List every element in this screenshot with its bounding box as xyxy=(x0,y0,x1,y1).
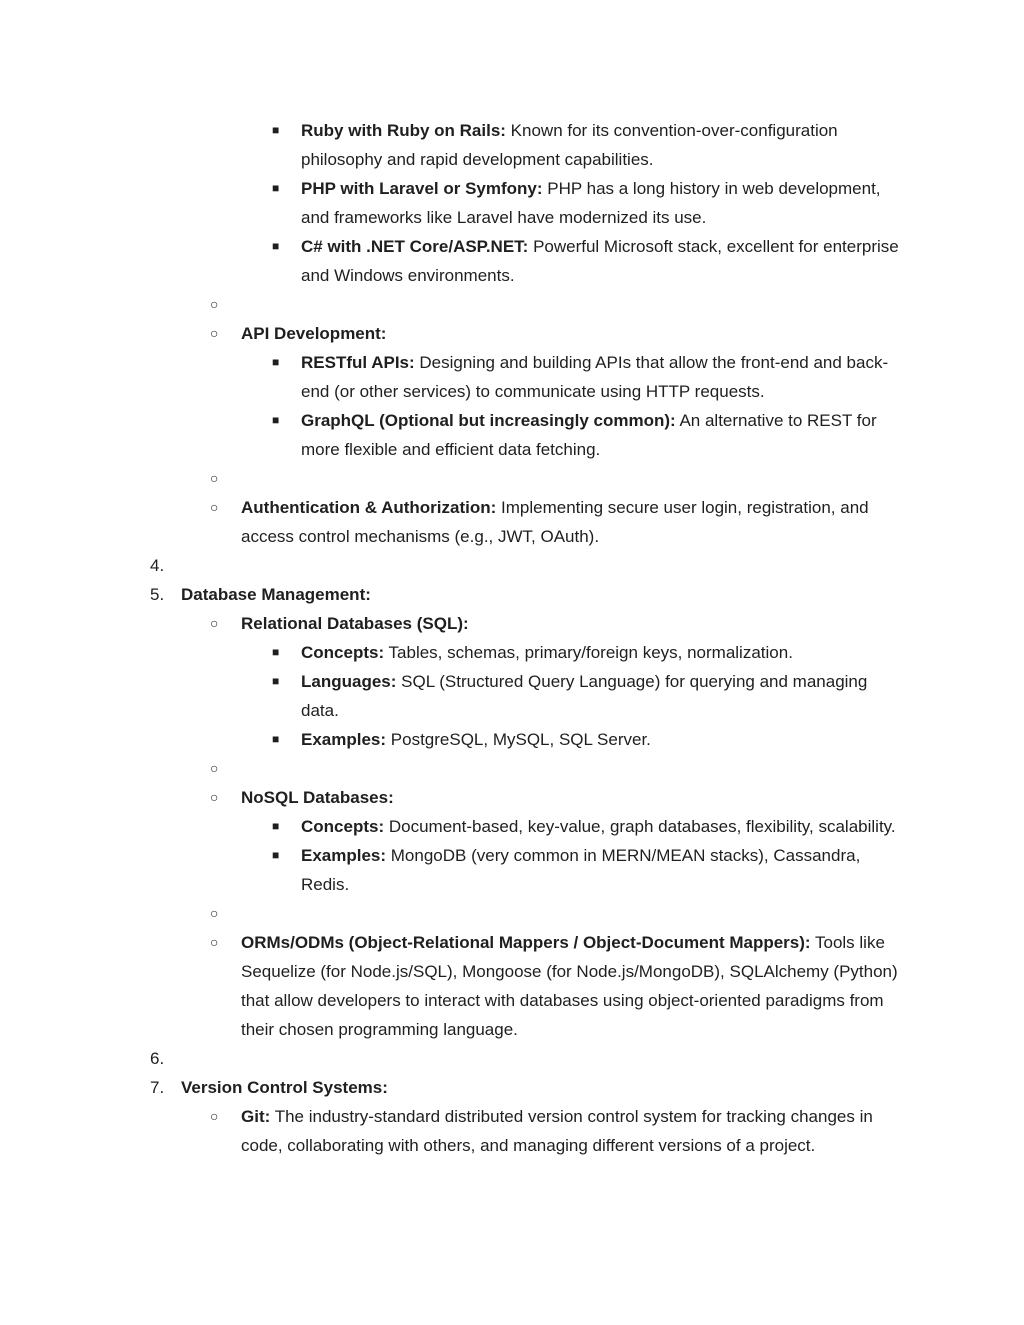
square-bullet-icon: ■ xyxy=(272,848,280,862)
list-item xyxy=(0,783,1024,812)
list-item xyxy=(0,406,1024,464)
item-body: PHP has a long history in web development, and frameworks like Laravel have modernized its use. xyxy=(301,179,881,227)
square-bullet-icon: ■ xyxy=(272,181,280,195)
item-heading: C# with .NET Core/ASP.NET: xyxy=(301,237,529,256)
list-item-text xyxy=(241,609,901,638)
list-item-empty xyxy=(0,899,1024,928)
list-item xyxy=(0,928,1024,1044)
item-heading: Version Control Systems: xyxy=(181,1078,388,1097)
item-heading: Concepts: xyxy=(301,817,385,836)
numbered-item xyxy=(0,580,1024,609)
square-bullet-icon: ■ xyxy=(272,732,280,746)
item-heading: Concepts: xyxy=(301,643,385,662)
square-bullet-icon: ■ xyxy=(272,239,280,253)
list-item-text xyxy=(301,406,901,464)
list-item xyxy=(0,812,1024,841)
item-body: Powerful Microsoft stack, excellent for enterprise and Windows environments. xyxy=(301,237,899,285)
item-body: Known for its convention-over-configuration philosophy and rapid development capabilities. xyxy=(301,121,838,169)
item-body: PostgreSQL, MySQL, SQL Server. xyxy=(386,730,651,749)
list-item-text xyxy=(301,725,901,754)
square-bullet-icon: ■ xyxy=(272,355,280,369)
list-number: 5. xyxy=(150,585,165,604)
square-bullet-icon: ■ xyxy=(272,123,280,137)
list-item xyxy=(0,667,1024,725)
list-item-text xyxy=(301,812,901,841)
circle-bullet-icon: ○ xyxy=(210,615,219,631)
list-item-text xyxy=(301,638,901,667)
list-item-text xyxy=(301,667,901,725)
list-item-text xyxy=(301,174,901,232)
circle-bullet-icon: ○ xyxy=(210,296,219,312)
item-body: Tools like Sequelize (for Node.js/SQL), Mongoose (for Node.js/MongoDB), SQLAlchemy (Python) that allow developers to interact with databases using object-oriented paradigms from their chosen programming language. xyxy=(241,933,898,1039)
list-item xyxy=(0,319,1024,348)
item-body: Designing and building APIs that allow the front-end and back-end (or other services) to communicate using HTTP requests. xyxy=(301,353,889,401)
item-heading: Relational Databases (SQL): xyxy=(241,614,469,633)
document-page xyxy=(0,116,1024,1160)
list-item xyxy=(0,232,1024,290)
circle-bullet-icon: ○ xyxy=(210,905,219,921)
item-heading: Languages: xyxy=(301,672,397,691)
item-heading: NoSQL Databases: xyxy=(241,788,394,807)
numbered-item-empty xyxy=(0,1044,1024,1073)
list-item xyxy=(0,116,1024,174)
list-item xyxy=(0,725,1024,754)
list-item-text xyxy=(241,783,901,812)
list-item-text xyxy=(301,348,901,406)
item-body: An alternative to REST for more flexible and efficient data fetching. xyxy=(301,411,877,459)
list-item xyxy=(0,609,1024,638)
list-item-text xyxy=(301,232,901,290)
list-item-text xyxy=(241,493,901,551)
circle-bullet-icon: ○ xyxy=(210,789,219,805)
item-body: Document-based, key-value, graph databases, flexibility, scalability. xyxy=(384,817,896,836)
list-item xyxy=(0,1102,1024,1160)
circle-bullet-icon: ○ xyxy=(210,325,219,341)
list-number: 4. xyxy=(150,556,165,575)
item-heading: Git: xyxy=(241,1107,271,1126)
list-item-empty xyxy=(0,290,1024,319)
item-heading: RESTful APIs: xyxy=(301,353,415,372)
section-heading xyxy=(181,1073,881,1102)
item-body: SQL (Structured Query Language) for querying and managing data. xyxy=(301,672,868,720)
list-item xyxy=(0,493,1024,551)
list-item xyxy=(0,638,1024,667)
list-number: 6. xyxy=(150,1049,165,1068)
square-bullet-icon: ■ xyxy=(272,674,280,688)
numbered-item xyxy=(0,1073,1024,1102)
item-body: MongoDB (very common in MERN/MEAN stacks), Cassandra, Redis. xyxy=(301,846,861,894)
item-heading: PHP with Laravel or Symfony: xyxy=(301,179,543,198)
list-item-text xyxy=(241,1102,901,1160)
list-item xyxy=(0,174,1024,232)
square-bullet-icon: ■ xyxy=(272,645,280,659)
square-bullet-icon: ■ xyxy=(272,413,280,427)
item-body: Implementing secure user login, registration, and access control mechanisms (e.g., JWT, OAuth). xyxy=(241,498,869,546)
list-item-text xyxy=(301,841,901,899)
section-heading xyxy=(181,580,881,609)
item-heading: Database Management: xyxy=(181,585,371,604)
numbered-item-empty xyxy=(0,551,1024,580)
item-heading: ORMs/ODMs (Object-Relational Mappers / Object-Document Mappers): xyxy=(241,933,811,952)
circle-bullet-icon: ○ xyxy=(210,760,219,776)
circle-bullet-icon: ○ xyxy=(210,470,219,486)
circle-bullet-icon: ○ xyxy=(210,1108,219,1124)
item-heading: Examples: xyxy=(301,846,387,865)
item-heading: Ruby with Ruby on Rails: xyxy=(301,121,506,140)
circle-bullet-icon: ○ xyxy=(210,499,219,515)
list-item-text xyxy=(241,928,901,1044)
list-item-empty xyxy=(0,754,1024,783)
item-heading: API Development: xyxy=(241,324,387,343)
item-heading: Authentication & Authorization: xyxy=(241,498,497,517)
item-heading: GraphQL (Optional but increasingly common): xyxy=(301,411,676,430)
list-item-text xyxy=(241,319,901,348)
square-bullet-icon: ■ xyxy=(272,819,280,833)
list-number: 7. xyxy=(150,1078,165,1097)
item-body: Tables, schemas, primary/foreign keys, normalization. xyxy=(384,643,793,662)
item-body: The industry-standard distributed version control system for tracking changes in code, collaborating with others, and managing different versions of a project. xyxy=(241,1107,873,1155)
list-item xyxy=(0,841,1024,899)
circle-bullet-icon: ○ xyxy=(210,934,219,950)
item-heading: Examples: xyxy=(301,730,387,749)
list-item-empty xyxy=(0,464,1024,493)
list-item-text xyxy=(301,116,901,174)
list-item xyxy=(0,348,1024,406)
